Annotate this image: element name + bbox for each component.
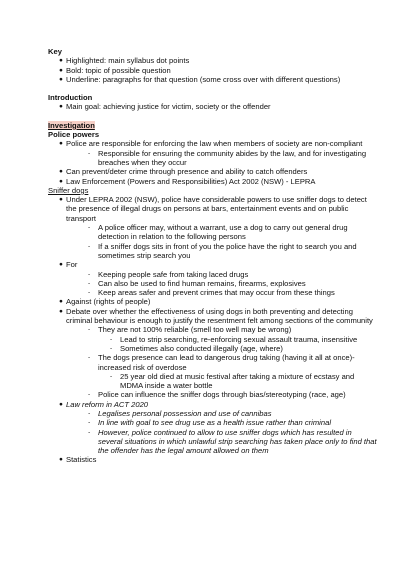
bullet-icon: ● [59,261,63,269]
dash-icon: - [88,224,91,232]
dash-icon: - [88,242,91,250]
list-item: ● Law Enforcement (Powers and Responsibilities) Act 2002 (NSW) - LEPRA [59,176,316,186]
bullet-icon: ● [59,177,63,185]
list-item: ● Statistics [59,455,97,465]
police-powers-list [48,139,378,185]
dash-icon: - [88,279,91,287]
dash-icon: - [88,326,91,334]
dash-icon: - [110,372,113,380]
dash-icon: - [110,335,113,343]
bullet-icon: ● [59,75,63,83]
list-item: - Police can influence the sniffer dogs through bias/stereotyping (race, age) [88,390,346,400]
list-item: - Sometimes also conducted illegally (age, where) [110,343,283,353]
dash-icon: - [88,428,91,436]
list-item: - Legalises personal possession and use of cannibas [88,408,272,418]
bullet-icon: ● [59,103,63,111]
introduction-list [48,102,378,111]
list-item: - In line with goal to see drug use as a health issue rather than criminal [88,418,332,428]
list-item: ● Debate over whether the effectiveness of using dogs in both preventing and detecting criminal behaviour is enough to justify the resentment felt among sections of the community [59,306,373,326]
bullet-icon: ● [59,66,63,74]
dash-icon: - [88,289,91,297]
list-item: ● Highlighted: main syllabus dot points [59,56,190,66]
list-item: - Responsible for ensuring the community abides by the law, and for investigating breaches when they occur [88,148,367,167]
list-item: - However, police continued to allow to use sniffer dogs which has resulted in several situations in which unlawful strip searching has taken place only to find that the offender has the legal amount allowed on them [88,427,377,456]
sniffer-dogs-list [48,195,378,465]
list-item: - Can also be used to find human remains, firearms, explosives [88,278,306,288]
dash-icon: - [88,391,91,399]
key-heading: Key [48,47,62,56]
list-item: - They are not 100% reliable (smell too well may be wrong) [88,325,292,335]
list-item: ● Against (rights of people) [59,297,151,307]
bullet-icon: ● [59,196,63,204]
dash-icon: - [88,354,91,362]
list-item: ● Police are responsible for enforcing the law when members of society are non-compliant [59,139,363,149]
list-item: - The dogs presence can lead to dangerous drug taking (having it all at once)- increased risk of overdose [88,353,355,372]
dash-icon: - [88,149,91,157]
list-item: - 25 year old died at music festival after taking a mixture of ecstasy and MDMA inside a water bottle [110,371,355,391]
list-item: ● For [59,260,78,270]
list-item: - If a sniffer dogs sits in front of you the police have the right to search you and sometimes strip search you [88,241,357,260]
list-item: - A police officer may, without a warrant, use a dog to carry out general drug detection in relation to the following persons [88,223,348,242]
list-item: - Keep areas safer and prevent crimes that may occur from these things [88,288,335,298]
bullet-icon: ● [59,57,63,65]
dash-icon: - [88,409,91,417]
police-powers-heading: Police powers [48,130,100,140]
key-list [48,56,378,84]
bullet-icon: ● [59,168,63,176]
bullet-icon: ● [59,307,63,315]
bullet-icon: ● [59,140,63,148]
dash-icon: - [88,270,91,278]
list-item: ● Under LEPRA 2002 (NSW), police have considerable powers to use sniffer dogs to detect the presence of illegal drugs on persons at bars, entertainment events and on public transport [59,195,367,223]
sniffer-dogs-heading: Sniffer dogs [48,185,89,195]
dash-icon: - [88,419,91,427]
list-item: ● Law reform in ACT 2020 [59,399,149,409]
list-item: ● Underline: paragraphs for that question (some cross over with different questions) [59,74,341,84]
list-item: - Keeping people safe from taking laced drugs [88,269,249,279]
investigation-heading: Investigation [48,120,95,130]
introduction-heading: Introduction [48,93,93,103]
list-item: ● Main goal: achieving justice for victim, society or the offender [59,102,271,112]
bullet-icon: ● [59,400,63,408]
bullet-icon: ● [59,456,63,464]
list-item: ● Can prevent/deter crime through presence and ability to catch offenders [59,167,308,177]
list-item: ● Bold: topic of possible question [59,65,171,75]
dash-icon: - [110,344,113,352]
list-item: - Lead to strip searching, re-enforcing sexual assault trauma, insensitive [110,334,358,344]
bullet-icon: ● [59,298,63,306]
